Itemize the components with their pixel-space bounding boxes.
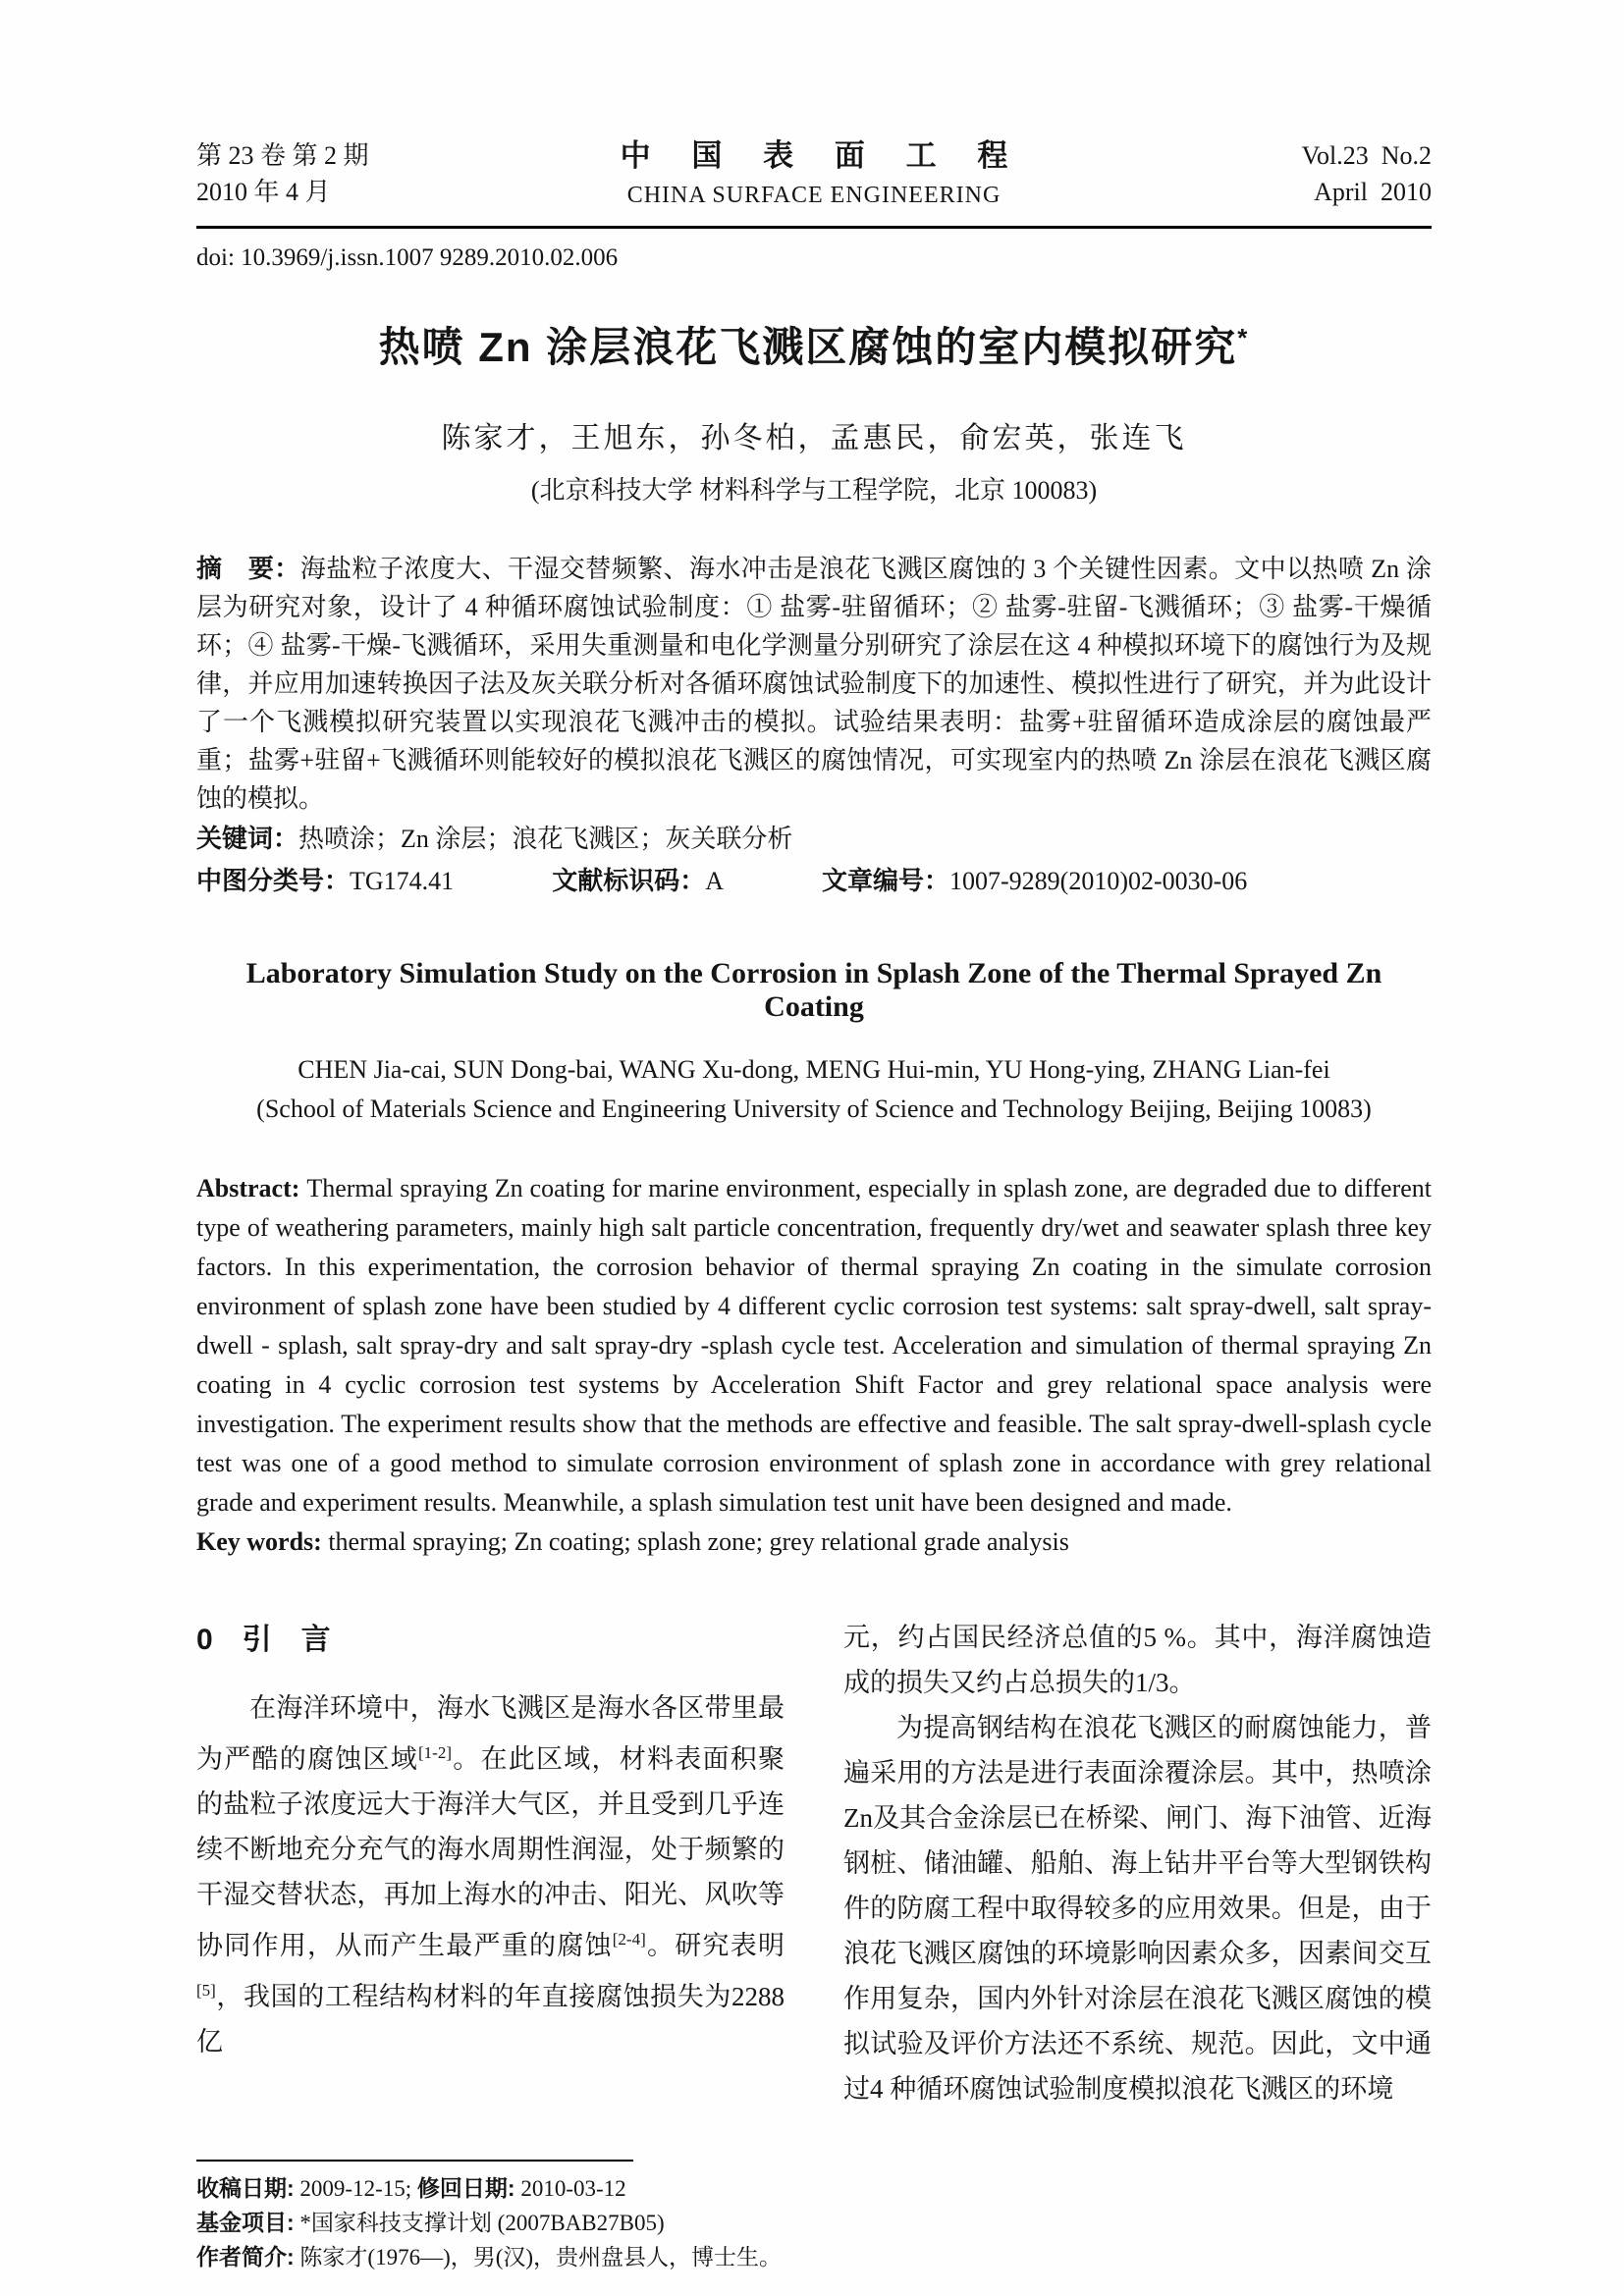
abstract-cn xyxy=(196,550,1432,818)
intro-paragraph-right-2: 为提高钢结构在浪花飞溅区的耐腐蚀能力，普遍采用的方法是进行表面涂覆涂层。其中，热喷涂Zn及其合金涂层已在桥梁、闸门、海下油管、近海钢桩、储油罐、船舶、海上钻井平台等大型钢铁构件的防腐工程中取得较多的应用效果。但是，由于浪花飞溅区腐蚀的环境影响因素众多，因素间交互作用复杂，国内外针对涂层在浪花飞溅区腐蚀的模拟试验及评价方法还不系统、规范。因此，文中通过4 种循环腐蚀试验制度模拟浪花飞溅区的环境 xyxy=(843,1713,1432,2104)
keywords-cn-label: 关键词： xyxy=(196,824,299,853)
citation-ref: [5] xyxy=(196,1981,216,2000)
citation-ref: [1-2] xyxy=(418,1743,452,1762)
doi-line: doi: 10.3969/j.issn.1007 9289.2010.02.006 xyxy=(196,244,619,271)
date-cn: 2010 年 4 月 xyxy=(196,178,331,206)
journal-name-block xyxy=(452,137,1176,214)
keywords-cn xyxy=(196,820,1432,858)
footnote-fund-project xyxy=(196,2206,785,2240)
right-column xyxy=(843,1615,1432,2274)
keywords-cn-text: 热喷涂；Zn 涂层；浪花飞溅区；灰关联分析 xyxy=(298,825,793,853)
abstract-en-label: Abstract: xyxy=(196,1174,307,1202)
footnote-label: 基金项目: xyxy=(196,2210,295,2235)
affiliation-cn: (北京科技大学 材料科学与工程学院，北京 100083) xyxy=(530,476,1098,505)
section-heading-introduction: 0 引 言 xyxy=(196,1624,331,1656)
volume-issue-cn: 第 23 卷 第 2 期 xyxy=(196,141,369,170)
date-en: April 2010 xyxy=(1314,178,1432,206)
footnote-label: 收稿日期: xyxy=(196,2175,295,2201)
article-title-cn xyxy=(196,315,1432,374)
article-id-label: 文章编号： xyxy=(821,866,949,895)
footnote-text: 陈家才(1976—)，男(汉)，贵州盘县人，博士生。 xyxy=(294,2245,783,2269)
footnote-label: 修回日期: xyxy=(416,2175,515,2201)
article-id-value: 1007-9289(2010)02-0030-06 xyxy=(949,867,1248,895)
affiliation-en: (School of Materials Science and Engineering University of Science and Technology Beijing, Beijing 10083) xyxy=(256,1095,1372,1123)
journal-issue-cn xyxy=(196,137,452,210)
intro-paragraph-left xyxy=(196,1685,785,2064)
journal-issue-en xyxy=(1176,137,1432,210)
authors-cn: 陈家才，王旭东，孙冬柏，孟惠民，俞宏英，张连飞 xyxy=(441,422,1187,454)
keywords-en-label: Key words: xyxy=(196,1527,329,1556)
classification-line xyxy=(196,862,1432,900)
abstract-en xyxy=(196,1169,1432,1522)
clc-value: TG174.41 xyxy=(350,867,455,895)
title-footnote-star: * xyxy=(1237,323,1250,352)
footnote-text: 2009-12-15; xyxy=(294,2176,417,2201)
abstract-cn-text: 海盐粒子浓度大、干湿交替频繁、海水冲击是浪花飞溅区腐蚀的 3 个关键性因素。文中以热喷 Zn 涂层为研究对象，设计了 4 种循环腐蚀试验制度：① 盐雾-驻留循环；② 盐雾-驻留-飞溅循环；③ 盐雾-干燥循环；④ 盐雾-干燥-飞溅循环，采用失重测量和电化学测量分别研究了涂层在这 4 种模拟环境下的腐蚀行为及规律，并应用加速转换因子法及灰关联分析对各循环腐蚀试验制度下的加速性、模拟性进行了研究，并为此设计了一个飞溅模拟研究装置以实现浪花飞溅冲击的模拟。试验结果表明：盐雾+驻留循环造成涂层的腐蚀最严重；盐雾+驻留+飞溅循环则能较好的模拟浪花飞溅区的腐蚀情况，可实现室内的热喷 Zn 涂层在浪花飞溅区腐蚀的模拟。 xyxy=(196,555,1432,813)
article-title-en: Laboratory Simulation Study on the Corrosion in Splash Zone of the Thermal Sprayed Zn Coating xyxy=(245,957,1382,1023)
clc-label: 中图分类号： xyxy=(196,866,351,895)
left-column xyxy=(196,1615,785,2274)
document-code-value: A xyxy=(705,867,724,895)
clc-number xyxy=(196,862,454,900)
footnotes xyxy=(196,2160,785,2274)
footnote-label: 作者简介: xyxy=(196,2244,295,2269)
authors-en: CHEN Jia-cai, SUN Dong-bai, WANG Xu-dong, MENG Hui-min, YU Hong-ying, ZHANG Lian-fei xyxy=(298,1055,1330,1084)
body-columns xyxy=(196,1615,1432,2274)
keywords-en-text: thermal spraying; Zn coating; splash zone; grey relational grade analysis xyxy=(328,1527,1069,1556)
footnote-received-date xyxy=(196,2171,785,2206)
document-code xyxy=(552,862,724,900)
journal-name-en: CHINA SURFACE ENGINEERING xyxy=(626,183,1001,208)
journal-name-cn: 中 国 表 面 工 程 xyxy=(620,138,1008,173)
text-run: 在海洋环境中，海水飞溅区是海水各区带里最为严酷的腐蚀区域 xyxy=(196,1693,785,1774)
footnote-author-bio xyxy=(196,2240,785,2274)
text-run: 。在此区域，材料表面积聚的盐粒子浓度远大于海洋大气区，并且受到几乎连续不断地充分充气的海水周期性润湿，处于频繁的干湿交替状态，再加上海水的冲击、阳光、风吹等协同作用，从而产生最严重的腐蚀 xyxy=(196,1744,785,1960)
article-id xyxy=(822,862,1247,900)
text-run: ，我国的工程结构材料的年直接腐蚀损失为2288亿 xyxy=(196,1982,785,2056)
keywords-en xyxy=(196,1522,1432,1562)
volume-issue-en: Vol.23 No.2 xyxy=(1301,141,1432,170)
text-run: 。研究表明 xyxy=(645,1931,785,1960)
article-title-cn-text: 热喷 Zn 涂层浪花飞溅区腐蚀的室内模拟研究 xyxy=(378,324,1238,370)
journal-header xyxy=(196,137,1432,229)
citation-ref: [2-4] xyxy=(612,1930,646,1949)
footnote-text: *国家科技支撑计划 (2007BAB27B05) xyxy=(294,2211,665,2235)
document-code-label: 文献标识码： xyxy=(552,866,706,895)
abstract-en-text: Thermal spraying Zn coating for marine environment, especially in splash zone, are degraded due to different type of weathering parameters, mainly high salt particle concentration, frequently dry/wet and seawater splash three key factors. In this experimentation, the corrosion behavior of thermal spraying Zn coating in the simulate corrosion environment of splash zone have been studied by 4 different cyclic corrosion test systems: salt spray-dwell, salt spray-dwell - splash, salt spray-dry and salt spray-dry -splash cycle test. Acceleration and simulation of thermal spraying Zn coating in 4 cyclic corrosion test systems by Acceleration Shift Factor and grey relational space analysis were investigation. The experiment results show that the methods are effective and feasible. The salt spray-dwell-splash cycle test was one of a good method to simulate corrosion environment of splash zone in accordance with grey relational grade and experiment results. Meanwhile, a splash simulation test unit have been designed and made. xyxy=(196,1174,1432,1517)
abstract-cn-label: 摘 要： xyxy=(196,554,300,583)
intro-paragraph-right-1: 元，约占国民经济总值的5 %。其中，海洋腐蚀造成的损失又约占总损失的1/3。 xyxy=(843,1623,1432,1697)
footnote-text: 2010-03-12 xyxy=(514,2176,626,2201)
footnote-divider xyxy=(196,2160,633,2162)
